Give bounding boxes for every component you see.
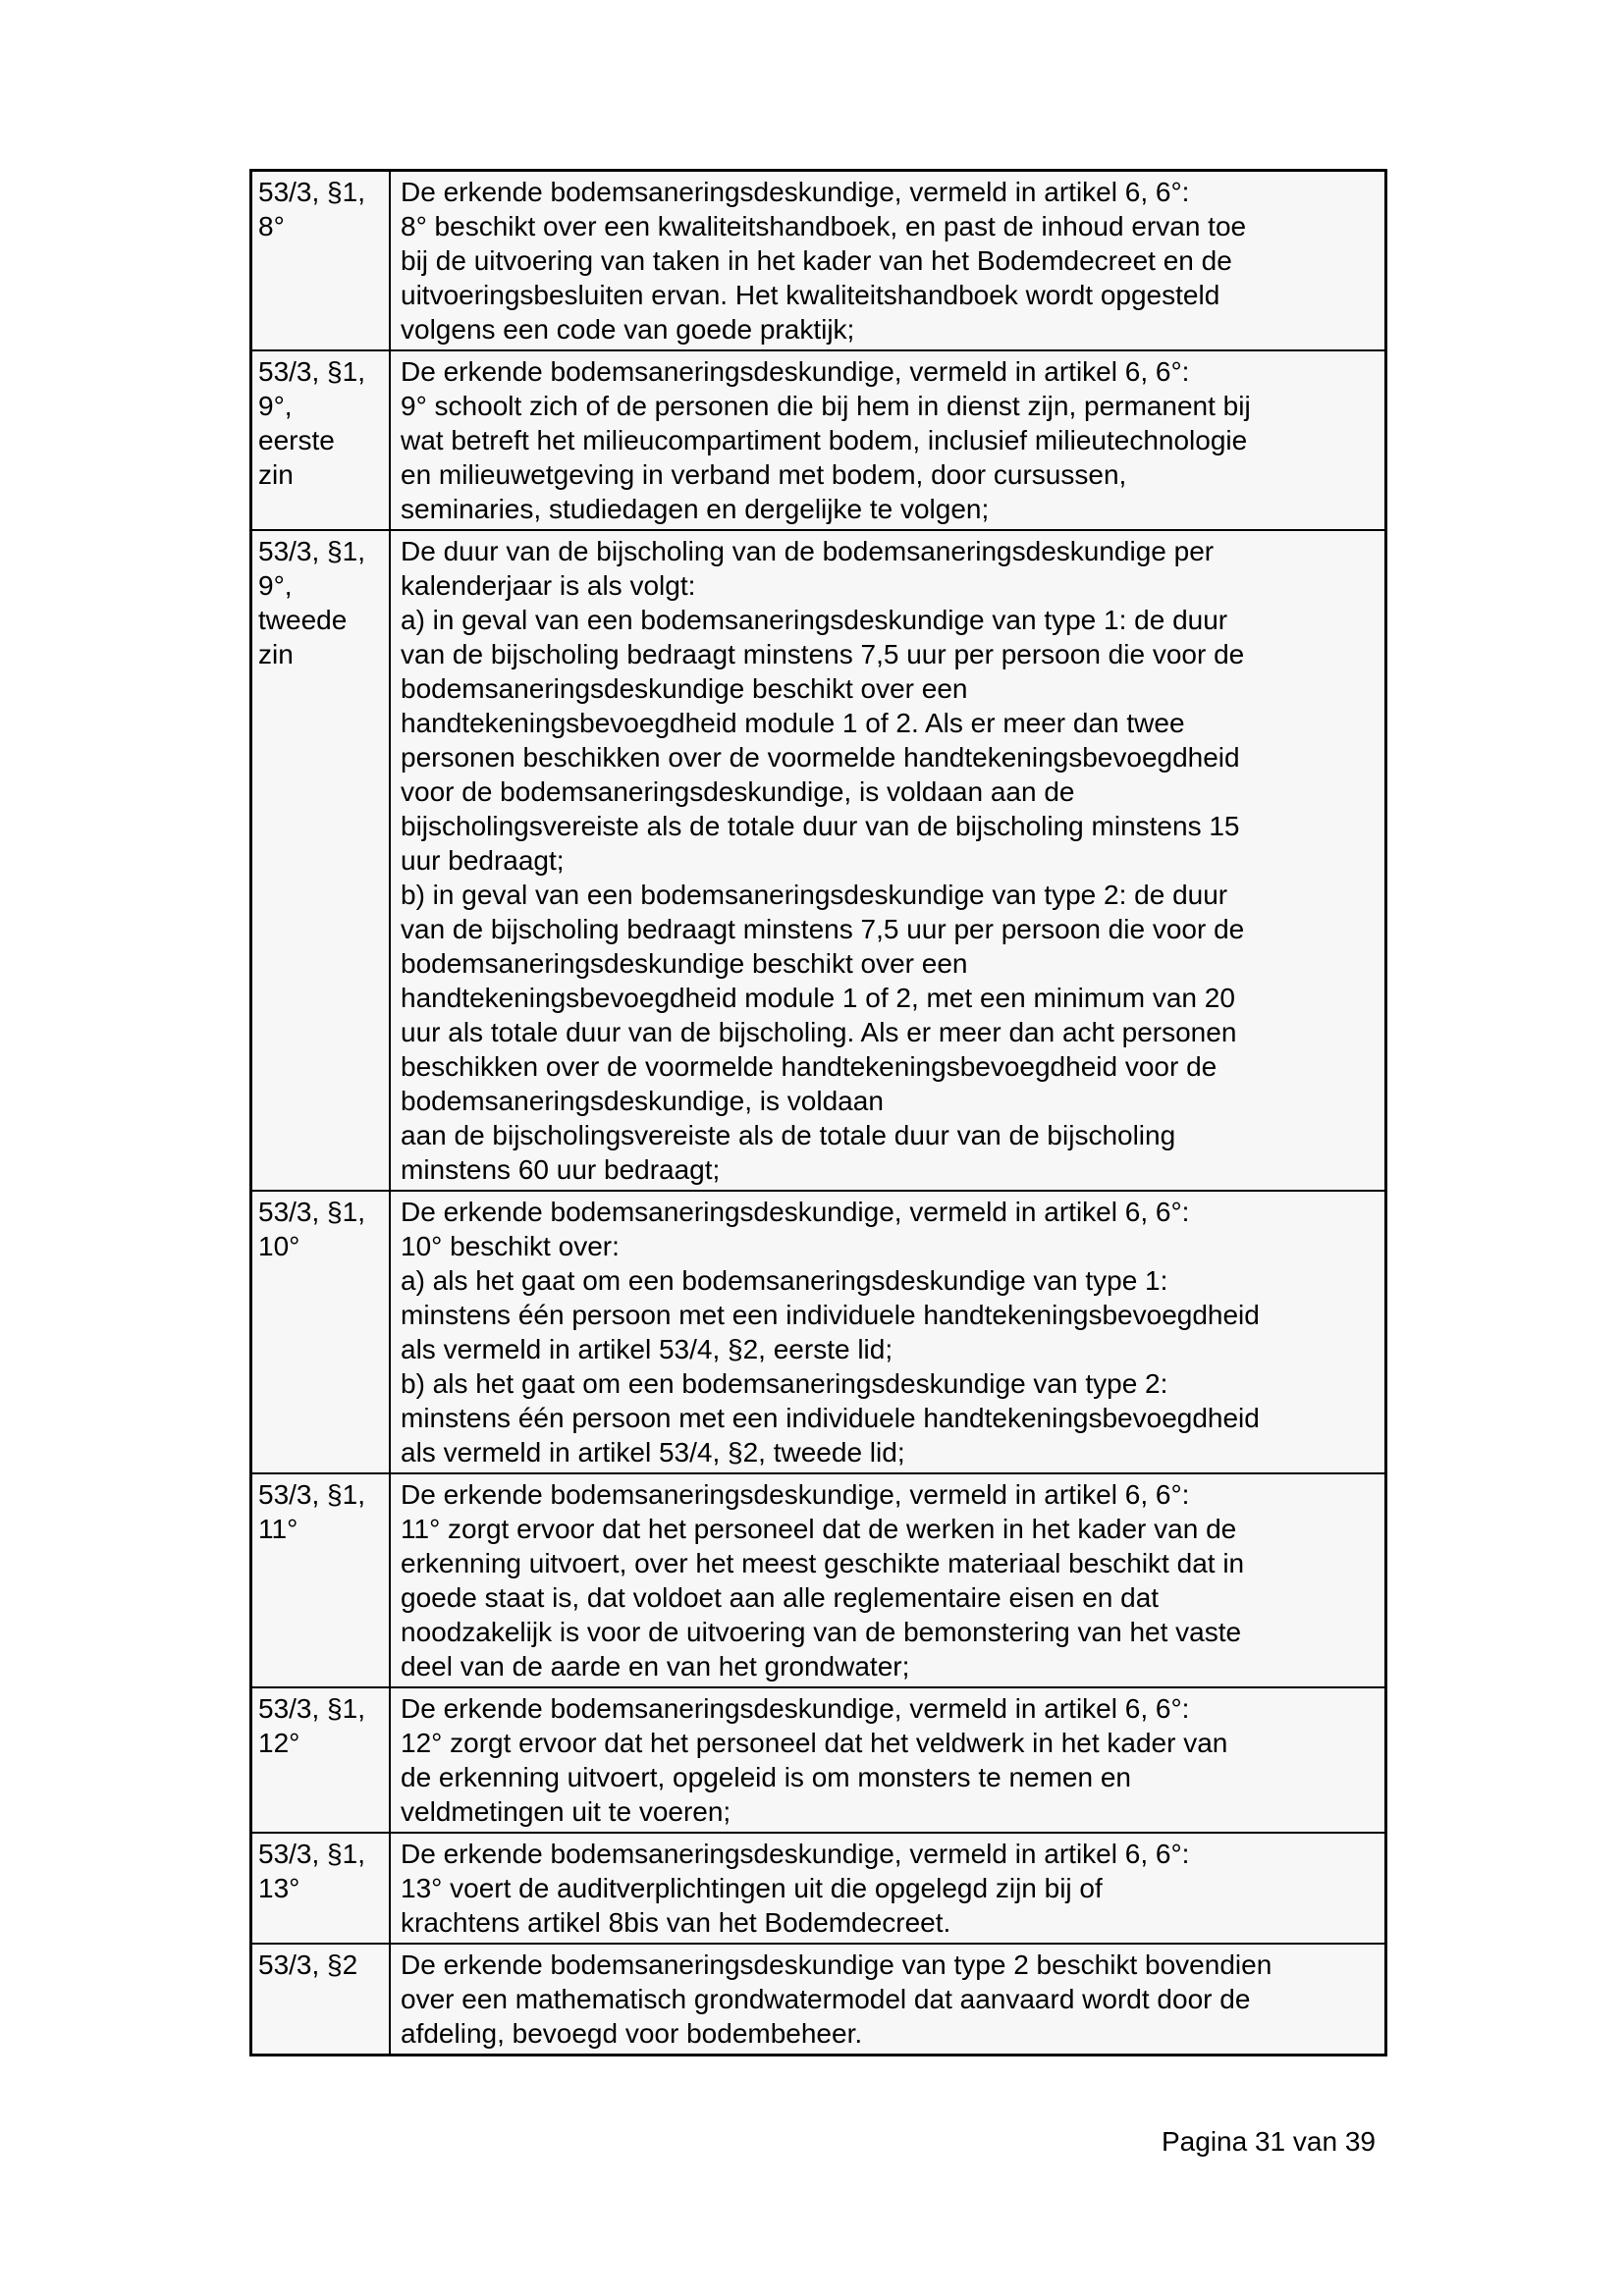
provision-text-cell (391, 172, 1384, 349)
table-row (252, 529, 1384, 1190)
provision-text-line: goede staat is, dat voldoet aan alle reglementaire eisen en dat (401, 1582, 1160, 1613)
article-ref-line: 53/3, §2 (258, 1949, 358, 1980)
provision-text-line: noodzakelijk is voor de uitvoering van de bemonstering van het vaste (401, 1617, 1242, 1647)
provision-text-line: aan de bijscholingsvereiste als de totale duur van de bijscholing (401, 1120, 1176, 1150)
table-row (252, 172, 1384, 349)
article-ref-line: 53/3, §1, (258, 1479, 365, 1510)
provision-text-line: 12° zorgt ervoor dat het personeel dat het veldwerk in het kader van (401, 1728, 1228, 1758)
provision-text-line: deel van de aarde en van het grondwater; (401, 1651, 910, 1682)
provision-text-line: krachtens artikel 8bis van het Bodemdecreet. (401, 1907, 951, 1938)
provision-text-line: 13° voert de auditverplichtingen uit die opgelegd zijn bij of (401, 1873, 1103, 1903)
article-ref-cell (252, 172, 391, 349)
provision-text-line: en milieuwetgeving in verband met bodem, door cursussen, (401, 459, 1127, 490)
provision-text-line: minstens één persoon met een individuele handtekeningsbevoegdheid (401, 1300, 1260, 1330)
article-ref-line: eerste (258, 425, 335, 455)
provision-text-line: 10° beschikt over: (401, 1231, 620, 1261)
article-ref-cell (252, 1945, 391, 2054)
provision-text-line: bodemsaneringsdeskundige beschikt over een (401, 948, 968, 979)
table-row (252, 1686, 1384, 1832)
provision-text-line: wat betreft het milieucompartiment bodem, inclusief milieutechnologie (401, 425, 1248, 455)
provision-text-line: De erkende bodemsaneringsdeskundige, vermeld in artikel 6, 6°: (401, 1197, 1190, 1227)
provision-text-line: minstens één persoon met een individuele handtekeningsbevoegdheid (401, 1403, 1260, 1433)
article-ref-line: 53/3, §1, (258, 1839, 365, 1869)
table-row (252, 349, 1384, 529)
provision-text-line: uur bedraagt; (401, 845, 565, 876)
provision-text-line: bodemsaneringsdeskundige beschikt over een (401, 673, 968, 704)
provision-text-cell (391, 531, 1384, 1190)
provision-text-line: als vermeld in artikel 53/4, §2, eerste lid; (401, 1334, 893, 1364)
article-ref-line: tweede (258, 605, 348, 635)
provision-text-line: de erkenning uitvoert, opgeleid is om monsters te nemen en (401, 1762, 1131, 1792)
provision-text-line: a) als het gaat om een bodemsaneringsdeskundige van type 1: (401, 1265, 1168, 1296)
provision-text-line: van de bijscholing bedraagt minstens 7,5 uur per persoon die voor de (401, 914, 1245, 944)
provision-text-cell (391, 1474, 1384, 1686)
provision-text-line: De erkende bodemsaneringsdeskundige van type 2 beschikt bovendien (401, 1949, 1272, 1980)
article-ref-cell (252, 1834, 391, 1943)
provision-text-line: 9° schoolt zich of de personen die bij hem in dienst zijn, permanent bij (401, 391, 1251, 421)
article-ref-line: 11° (258, 1514, 298, 1544)
provision-text-line: bij de uitvoering van taken in het kader van het Bodemdecreet en de (401, 245, 1232, 276)
provision-text-line: beschikken over de voormelde handtekeningsbevoegdheid voor de (401, 1051, 1218, 1082)
provision-text-line: De erkende bodemsaneringsdeskundige, vermeld in artikel 6, 6°: (401, 1693, 1190, 1724)
legal-provisions-table (249, 169, 1387, 2056)
provision-text-line: handtekeningsbevoegdheid module 1 of 2, met een minimum van 20 (401, 983, 1235, 1013)
provision-text-line: b) als het gaat om een bodemsaneringsdeskundige van type 2: (401, 1368, 1168, 1399)
table-row (252, 1472, 1384, 1686)
article-ref-line: 9°, (258, 391, 293, 421)
provision-text-line: De erkende bodemsaneringsdeskundige, vermeld in artikel 6, 6°: (401, 1479, 1190, 1510)
provision-text-line: De duur van de bijscholing van de bodemsaneringsdeskundige per (401, 536, 1215, 566)
provision-text-line: als vermeld in artikel 53/4, §2, tweede lid; (401, 1437, 905, 1468)
article-ref-line: 53/3, §1, (258, 177, 365, 207)
article-ref-cell (252, 1474, 391, 1686)
provision-text-line: 11° zorgt ervoor dat het personeel dat de werken in het kader van de (401, 1514, 1237, 1544)
provision-text-cell (391, 1688, 1384, 1832)
provision-text-line: kalenderjaar is als volgt: (401, 570, 696, 601)
provision-text-line: De erkende bodemsaneringsdeskundige, vermeld in artikel 6, 6°: (401, 356, 1190, 387)
provision-text-line: voor de bodemsaneringsdeskundige, is voldaan aan de (401, 776, 1075, 807)
provision-text-line: afdeling, bevoegd voor bodembeheer. (401, 2018, 863, 2049)
article-ref-line: 12° (258, 1728, 300, 1758)
article-ref-line: zin (258, 459, 294, 490)
provision-text-line: a) in geval van een bodemsaneringsdeskundige van type 1: de duur (401, 605, 1228, 635)
provision-text-line: handtekeningsbevoegdheid module 1 of 2. Als er meer dan twee (401, 708, 1185, 738)
provision-text-line: seminaries, studiedagen en dergelijke te volgen; (401, 494, 990, 524)
provision-text-line: uitvoeringsbesluiten ervan. Het kwaliteitshandboek wordt opgesteld (401, 280, 1220, 310)
provision-text-line: volgens een code van goede praktijk; (401, 314, 855, 345)
article-ref-cell (252, 531, 391, 1190)
provision-text-cell (391, 351, 1384, 529)
provision-text-cell (391, 1945, 1384, 2054)
provision-text-line: De erkende bodemsaneringsdeskundige, vermeld in artikel 6, 6°: (401, 1839, 1190, 1869)
page-number-footer: Pagina 31 van 39 (1162, 2126, 1376, 2157)
article-ref-line: zin (258, 639, 294, 669)
provision-text-cell (391, 1834, 1384, 1943)
provision-text-line: uur als totale duur van de bijscholing. Als er meer dan acht personen (401, 1017, 1237, 1047)
provision-text-line: 8° beschikt over een kwaliteitshandboek, en past de inhoud ervan toe (401, 211, 1247, 241)
provision-text-line: b) in geval van een bodemsaneringsdeskundige van type 2: de duur (401, 880, 1228, 910)
article-ref-cell (252, 351, 391, 529)
article-ref-line: 53/3, §1, (258, 536, 365, 566)
provision-text-line: bijscholingsvereiste als de totale duur van de bijscholing minstens 15 (401, 811, 1240, 841)
table-row (252, 1832, 1384, 1943)
provision-text-line: over een mathematisch grondwatermodel dat aanvaard wordt door de (401, 1984, 1251, 2014)
provision-text-line: bodemsaneringsdeskundige, is voldaan (401, 1086, 884, 1116)
provision-text-line: erkenning uitvoert, over het meest geschikte materiaal beschikt dat in (401, 1548, 1245, 1578)
provision-text-line: veldmetingen uit te voeren; (401, 1796, 731, 1827)
provision-text-line: van de bijscholing bedraagt minstens 7,5 uur per persoon die voor de (401, 639, 1245, 669)
provision-text-line: minstens 60 uur bedraagt; (401, 1154, 721, 1185)
provision-text-line: personen beschikken over de voormelde handtekeningsbevoegdheid (401, 742, 1240, 773)
article-ref-line: 13° (258, 1873, 300, 1903)
table-row (252, 1943, 1384, 2054)
article-ref-line: 53/3, §1, (258, 1197, 365, 1227)
article-ref-line: 10° (258, 1231, 300, 1261)
table-row (252, 1190, 1384, 1472)
article-ref-cell (252, 1192, 391, 1472)
provision-text-cell (391, 1192, 1384, 1472)
article-ref-line: 53/3, §1, (258, 1693, 365, 1724)
article-ref-line: 9°, (258, 570, 293, 601)
article-ref-line: 53/3, §1, (258, 356, 365, 387)
article-ref-line: 8° (258, 211, 285, 241)
article-ref-cell (252, 1688, 391, 1832)
provision-text-line: De erkende bodemsaneringsdeskundige, vermeld in artikel 6, 6°: (401, 177, 1190, 207)
